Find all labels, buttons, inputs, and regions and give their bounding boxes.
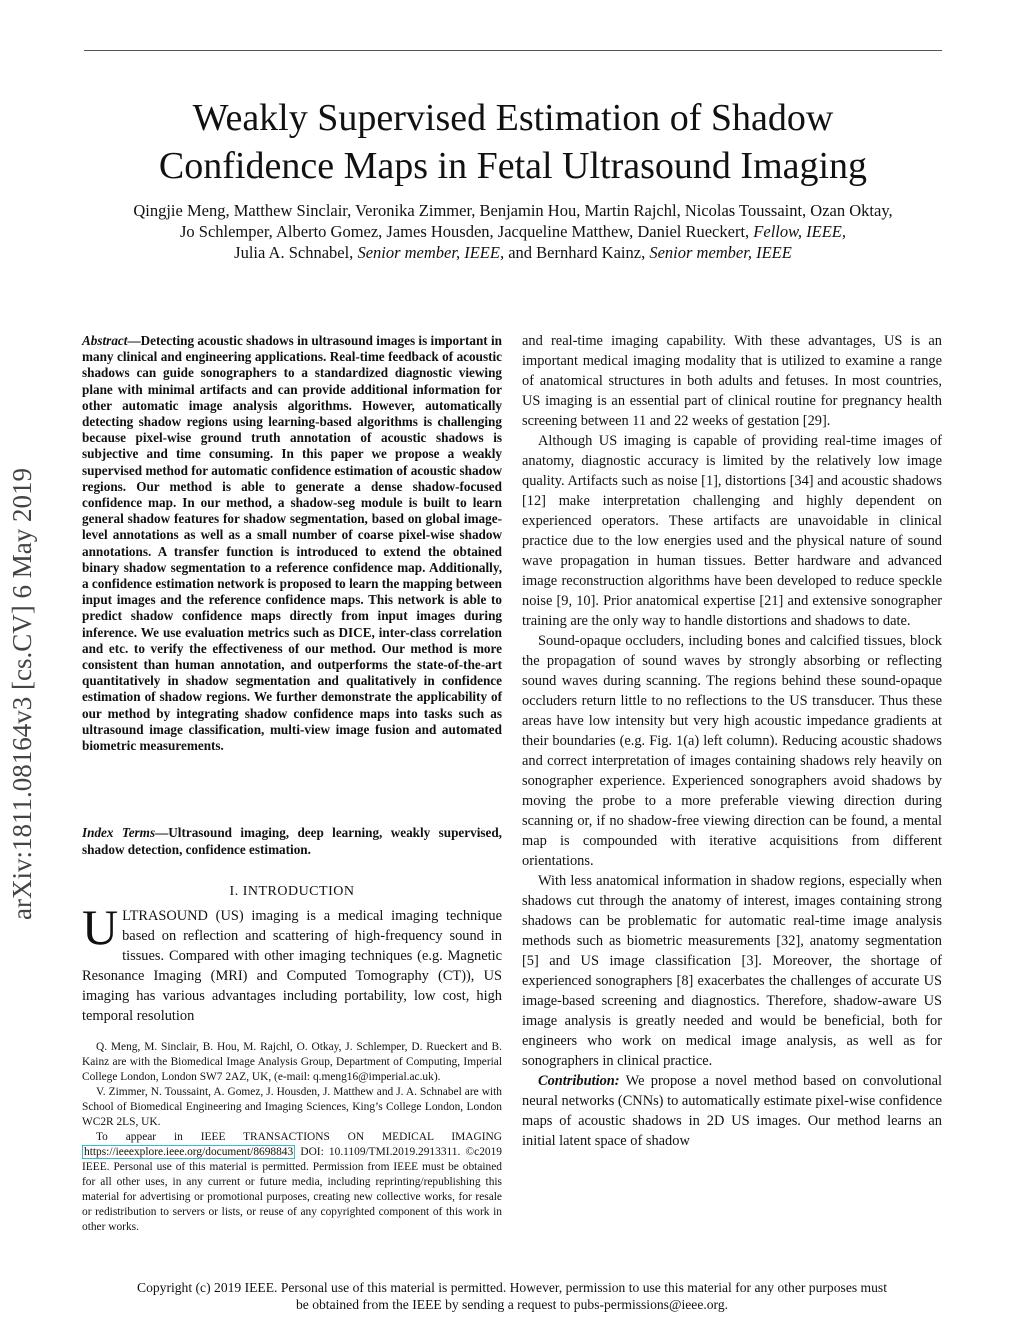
authors-line-3: Julia A. Schnabel, Senior member, IEEE, and Bernhard Kainz, Senior member, IEEE [234,243,792,262]
ieee-document-link[interactable]: https://ieeexplore.ieee.org/document/8698843 [84,1146,294,1158]
section-heading-introduction: I. INTRODUCTION [229,884,355,899]
introduction-paragraph [82,899,502,1026]
index-terms-text: —Ultrasound imaging, deep learning, weakly supervised, shadow detection, confidence estimation. [82,825,502,857]
footnote-affiliation-1: Q. Meng, M. Sinclair, B. Hou, M. Rajchl, O. Otkay, J. Schlemper, D. Rueckert and B. Kainz are with the Biomedical Image Analysis Group, Department of Computing, Imperial College London, London SW7 2AZ, UK, (e-mail: q.meng16@imperial.ac.uk). [82,1041,502,1083]
copyright-line-1: Copyright (c) 2019 IEEE. Personal use of this material is permitted. However, permission to use this material for any other purposes must [137,1280,887,1295]
footnote-publication: To appear in IEEE TRANSACTIONS ON MEDICAL IMAGING https://ieeexplore.ieee.org/document/8698843 DOI: 10.1109/TMI.2019.2913311. ©c2019 IEEE. Personal use of this material is permitted. Permission from IEEE must be obtained for all other uses, in any current or future media, including reprinting/republishing this material for advertising or promotional purposes, creating new collective works, for resale or redistribution to servers or lists, or reuse of any copyrighted component of this work in other works. [82,1131,502,1233]
paragraph: Although US imaging is capable of providing real-time images of anatomy, diagnostic accuracy is limited by the relatively low image quality. Artifacts such as noise [1], distortions [34] and acoustic shadows [12] make interpretation challenging and highly dependent on experienced operators. These artifacts are unavoidable in clinical practice due to the low energies used and the physical nature of sound wave propagation in human tissues. Better hardware and advanced image reconstruction algorithms have been developed to reduce speckle noise [9, 10]. Prior anatomical expertise [21] and extensive sonographer training are the only way to handle distortions and shadows to date. [522,433,942,629]
contribution-label: Contribution: [538,1073,620,1089]
index-terms [82,825,502,858]
footnotes [82,1040,502,1235]
footnote-affiliation-2: V. Zimmer, N. Toussaint, A. Gomez, J. Housden, J. Matthew and J. A. Schnabel are with School of Biomedical Engineering and Imaging Sciences, King’s College London, London WC2R 2LS, UK. [82,1086,502,1128]
paragraph: With less anatomical information in shadow regions, especially when shadows cut through the anatomy of interest, images containing strong shadows can be problematic for automatic real-time image analysis methods such as biometric measurements [32], anatomy segmentation [5] and US image classification [3]. Moreover, the shortage of experienced sonographers [8] exacerbates the challenges of accurate US image-based screening and diagnostics. Therefore, shadow-aware US image analysis is greatly needed and would be beneficial, both for engineers who work on medical image analysis, as well as for sonographers in clinical practice. [522,873,942,1069]
top-rule [84,50,942,51]
copyright-line-2: be obtained from the IEEE by sending a request to pubs-permissions@ieee.org. [295,1297,729,1312]
index-terms-label: Index Terms [82,825,156,840]
title-line-2: Confidence Maps in Fetal Ultrasound Imaging [158,145,868,187]
paragraph: and real-time imaging capability. With these advantages, US is an important medical imaging modality that is utilized to examine a range of anatomical structures in both adults and fetuses. In most countries, US imaging is an essential part of clinical routine for pregnancy health screening between 11 and 22 weeks of gestation [29]. [522,333,942,429]
abstract [82,333,502,754]
arxiv-identifier: arXiv:1811.08164v3 [cs.CV] 6 May 2019 [7,468,37,920]
abstract-label: Abstract [82,333,128,348]
introduction-text: LTRASOUND (US) imaging is a medical imaging technique based on reflection and scattering of high-frequency sound in tissues. Compared with other imaging techniques (e.g. Magnetic Resonance Imaging (MRI) and Computed Tomography (CT)), US imaging has various advantages including portability, low cost, high temporal resolution [82,908,502,1024]
copyright-notice [60,1279,964,1313]
abstract-text: —Detecting acoustic shadows in ultrasound images is important in many clinical and engineering applications. Real-time feedback of acoustic shadows can guide sonographers to a standardized diagnostic viewing plane with minimal artifacts and can provide additional information for other automatic image analysis algorithms. However, automatically detecting shadow regions using learning-based algorithms is challenging because pixel-wise ground truth annotation of acoustic shadows is subjective and time consuming. In this paper we propose a weakly supervised method for automatic confidence estimation of acoustic shadow regions. Our method is able to generate a dense shadow-focused confidence map. In our method, a shadow-seg module is built to learn general shadow features for shadow segmentation, based on global image-level annotations as well as a small number of coarse pixel-wise shadow annotations. A transfer function is introduced to extend the obtained binary shadow segmentation to a reference confidence map. Additionally, a confidence estimation network is proposed to learn the mapping between input images and the reference confidence maps. This network is able to predict shadow confidence maps directly from input images during inference. We use evaluation metrics such as DICE, inter-class correlation and etc. to verify the effectiveness of our method. Our method is more consistent than human annotation, and outperforms the state-of-the-art quantitatively in shadow segmentation and qualitatively in confidence estimation of shadow regions. We further demonstrate the applicability of our method by integrating shadow confidence maps into tasks such as ultrasound image classification, multi-view image fusion and automated biometric measurements. [82,333,502,754]
author-list [70,200,956,263]
title-line-1: Weakly Supervised Estimation of Shadow [192,97,834,139]
paragraph: Sound-opaque occluders, including bones and calcified tissues, block the propagation of sound waves by strongly absorbing or reflecting sound waves during scanning. The regions behind these sound-opaque occluders return little to no reflections to the US transducer. Thus these areas have low intensity but very high acoustic impedance gradients at their boundaries (e.g. Fig. 1(a) left column). Reducing acoustic shadows and correct interpretation of images containing shadows rely heavily on sonographer experience. Experienced sonographers avoid shadows by moving the probe to a more preferable viewing direction during scanning or, if no shadow-free viewing direction can be found, a mental map is compounded with iterative acquisitions from different orientations. [522,633,942,869]
contribution-paragraph: Contribution: We propose a novel method based on convolutional neural networks (CNNs) to automatically estimate pixel-wise confidence maps of acoustic shadows in 2D US images. Our method learns an initial latent space of shadow [522,1073,942,1149]
authors-line-1: Qingjie Meng, Matthew Sinclair, Veronika Zimmer, Benjamin Hou, Martin Rajchl, Nicolas Toussaint, Ozan Oktay, [133,201,893,220]
paper-title [84,94,942,190]
right-column [522,331,942,1151]
drop-cap: U [82,899,119,955]
authors-line-2: Jo Schlemper, Alberto Gomez, James Housden, Jacqueline Matthew, Daniel Rueckert, Fellow, IEEE, [179,222,847,241]
